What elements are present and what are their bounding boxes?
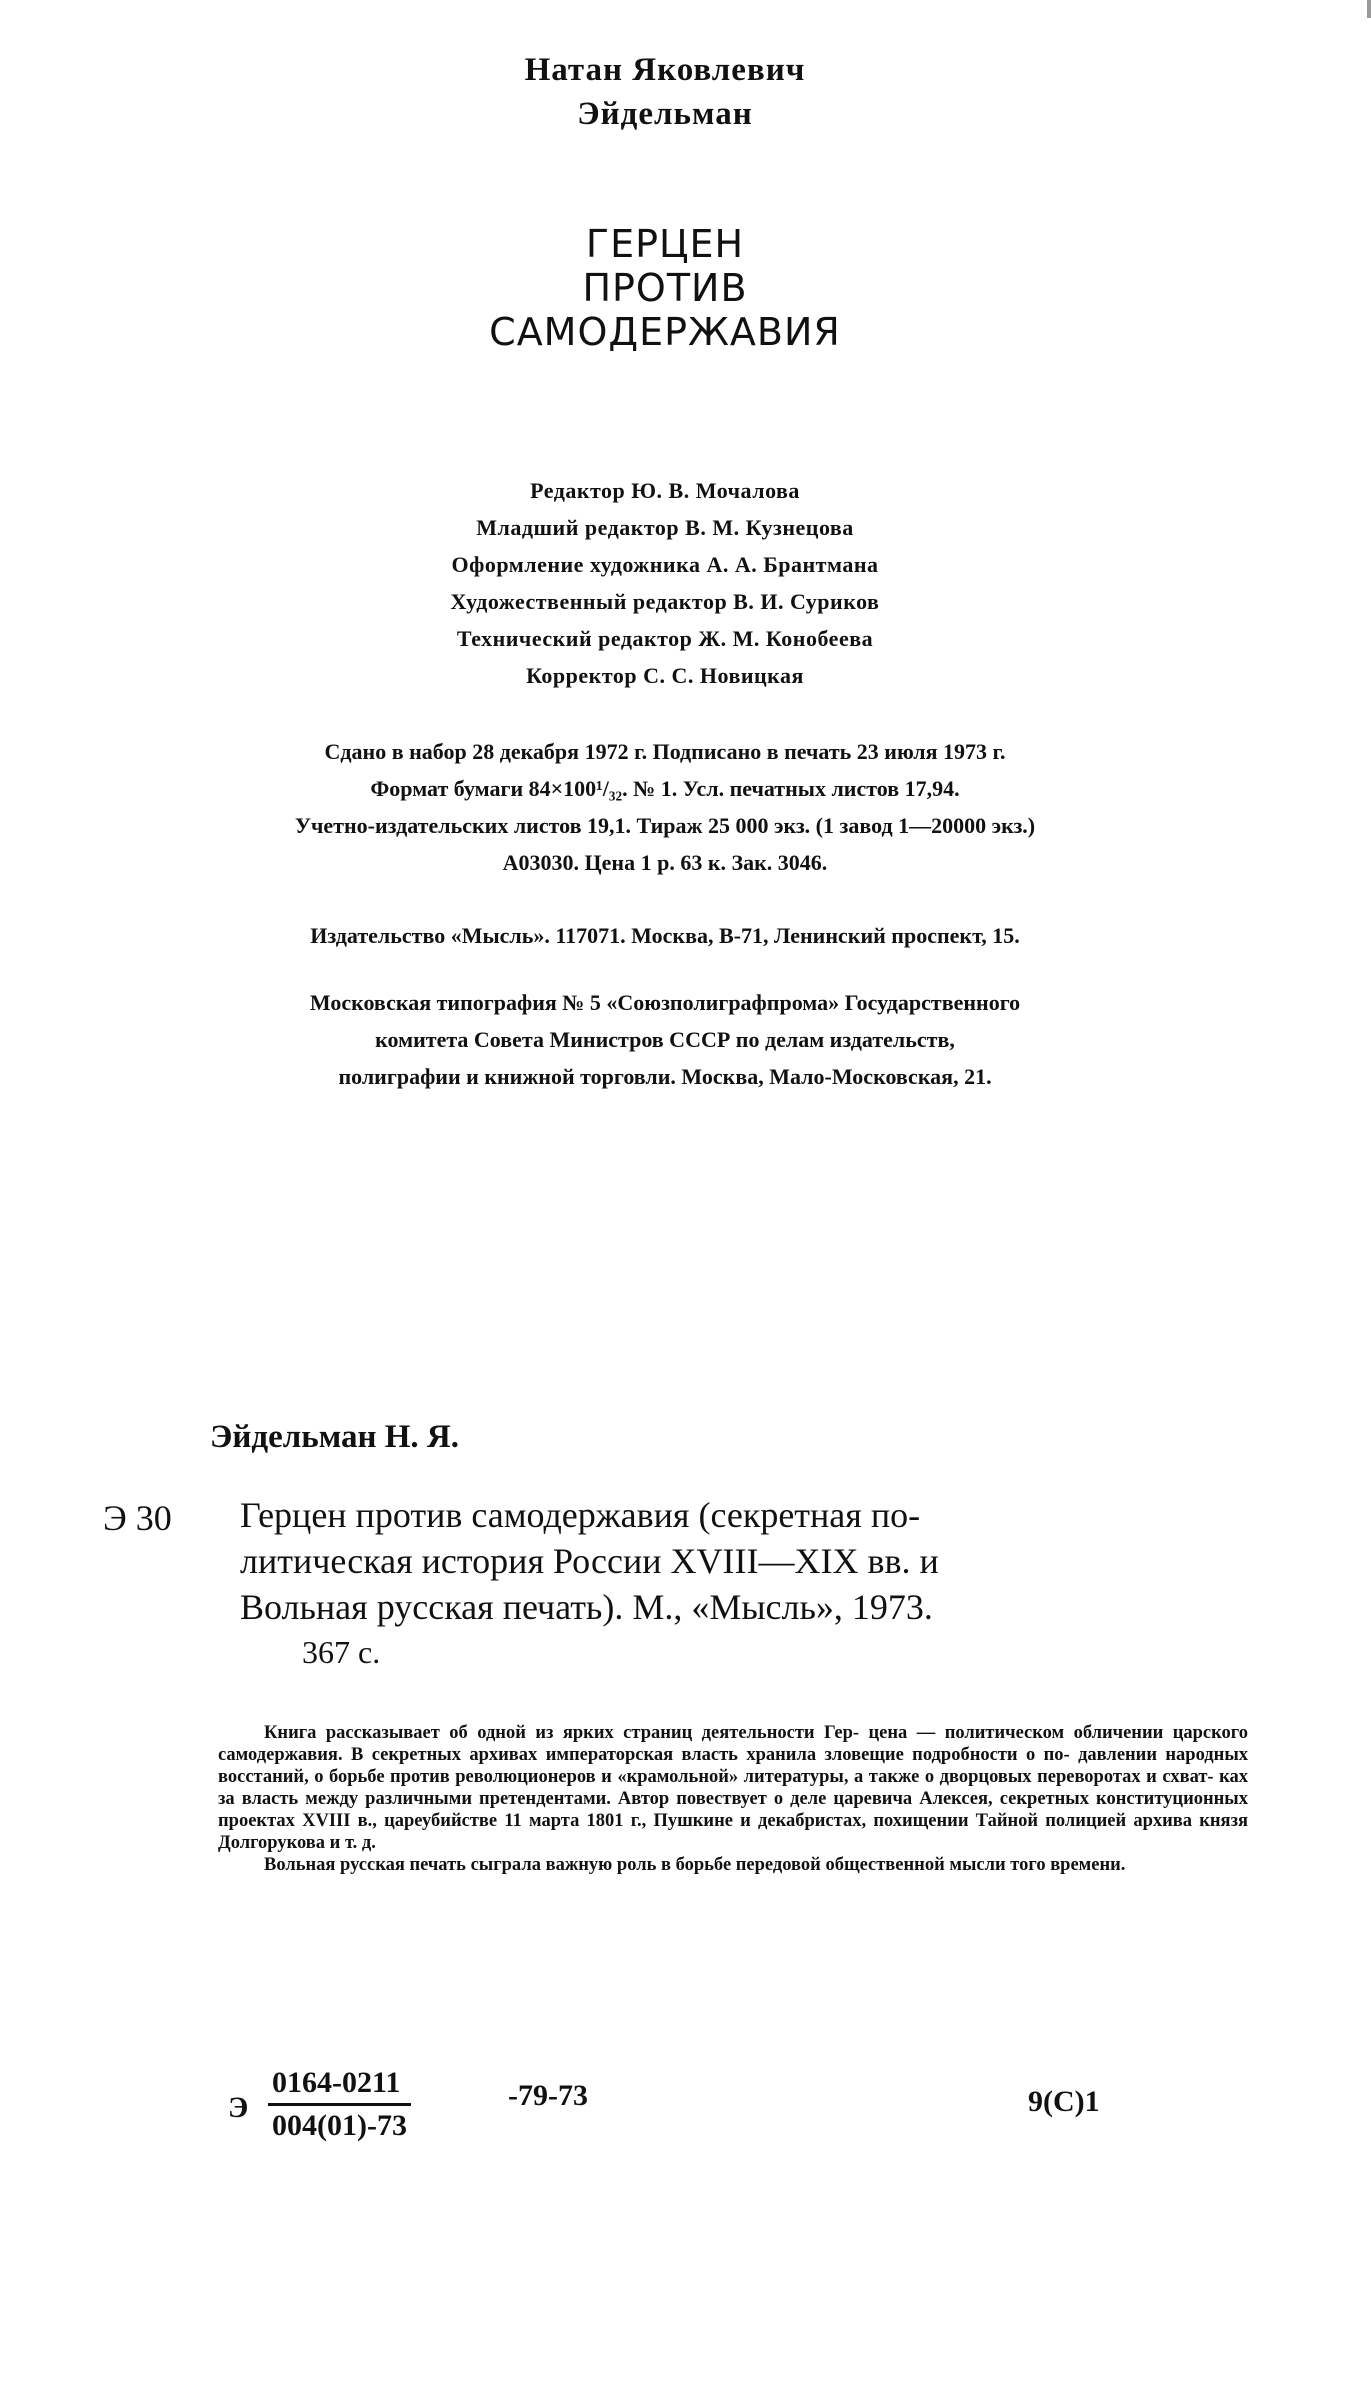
credit-line: Корректор С. С. Новицкая — [526, 663, 804, 688]
abstract-line: о деле царевича Алексея, секретных конституционных проектах — [218, 1789, 1248, 1831]
catalog-card-author: Эйдельман Н. Я. — [210, 1419, 459, 1455]
publisher-address: Издательство «Мысль». 117071. Москва, В-71, Ленинский проспект, 15. — [310, 923, 1020, 948]
index-denominator: 004(01)-73 — [272, 2109, 407, 2142]
staff-credits — [80, 472, 1250, 694]
print-info-line: А03030. Цена 1 р. 63 к. Зак. 3046. — [502, 850, 828, 875]
printing-line: Московская типография № 5 «Союзполиграфпрома» Государственного — [309, 990, 1021, 1015]
abstract-line: общественной мысли того времени. — [825, 1855, 1126, 1875]
author-name — [80, 48, 1250, 136]
print-info-line: Учетно-издательских листов 19,1. Тираж 25 000 экз. (1 завод 1—20000 экз.) — [294, 813, 1036, 838]
credit-line: Редактор Ю. В. Мочалова — [530, 478, 800, 503]
page-edge-mark — [1367, 0, 1371, 18]
catalog-card-code: Э 30 — [103, 1498, 172, 1538]
abstract-line: похищении Тайной полицией архива князя Долгорукова и т. д. — [218, 1811, 1249, 1853]
description-line: литическая история России XVIII—XIX вв. и — [240, 1541, 939, 1581]
title-line: ГЕРЦЕН — [585, 222, 745, 266]
printing-line: полиграфии и книжной торговли. Москва, Мало-Московская, 21. — [338, 1064, 992, 1089]
author-first-line: Натан Яковлевич — [524, 52, 806, 88]
index-suffix: -79-73 — [508, 2079, 588, 2112]
print-info-line: Формат бумаги 84×100¹/₃₂. № 1. Усл. печатных листов 17,94. — [370, 776, 960, 801]
abstract-line: давлении народных восстаний, о борьбе против революционеров и — [218, 1745, 1249, 1787]
description-line: Герцен против самодержавия (секретная по- — [240, 1495, 921, 1535]
description-line: Вольная русская печать). М., «Мысль», 1973. — [240, 1587, 933, 1627]
credit-line: Младший редактор В. М. Кузнецова — [476, 515, 854, 540]
credit-line: Оформление художника А. А. Брантмана — [451, 552, 879, 577]
abstract-line: Вольная русская печать сыграла важную роль в борьбе передовой — [264, 1855, 821, 1875]
abstract-line: Книга рассказывает об одной из ярких страниц деятельности Гер- — [264, 1723, 860, 1743]
catalog-card-description — [240, 1492, 1250, 1630]
printing-line: комитета Совета Министров СССР по делам издательств, — [375, 1027, 955, 1052]
title-line: САМОДЕРЖАВИЯ — [489, 310, 841, 354]
print-info-line: Сдано в набор 28 декабря 1972 г. Подписано в печать 23 июля 1973 г. — [324, 739, 1006, 764]
author-last-line: Эйдельман — [577, 96, 753, 132]
abstract-line: цена — политическом обличении царского самодержавия. В секретных — [218, 1723, 1248, 1765]
title-line: ПРОТИВ — [582, 266, 748, 310]
abstract-line: ках за власть между различными претендентами. Автор повествует — [218, 1767, 1248, 1809]
credit-line: Художественный редактор В. И. Суриков — [450, 589, 880, 614]
book-abstract — [218, 1722, 1248, 1876]
print-info — [80, 733, 1250, 881]
abstract-line: «крамольной» литературы, а также о дворцовых переворотах и схват- — [617, 1767, 1214, 1787]
abstract-line: архивах императорская власть хранила зловещие подробности о по- — [469, 1745, 1070, 1765]
catalog-card-pages: 367 с. — [302, 1634, 381, 1670]
book-title — [80, 222, 1250, 354]
printing-house — [80, 984, 1250, 1095]
index-prefix: Э — [228, 2091, 249, 2124]
abstract-line: XVIII в., цареубийстве 11 марта 1801 г., Пушкине и декабристах, — [302, 1811, 867, 1831]
index-fraction — [268, 2065, 411, 2144]
abstract-paragraph — [218, 1854, 1248, 1876]
abstract-paragraph — [218, 1722, 1248, 1854]
bbk-code: 9(С)1 — [1028, 2085, 1100, 2118]
index-numerator: 0164-0211 — [268, 2065, 411, 2106]
credit-line: Технический редактор Ж. М. Конобеева — [456, 626, 874, 651]
